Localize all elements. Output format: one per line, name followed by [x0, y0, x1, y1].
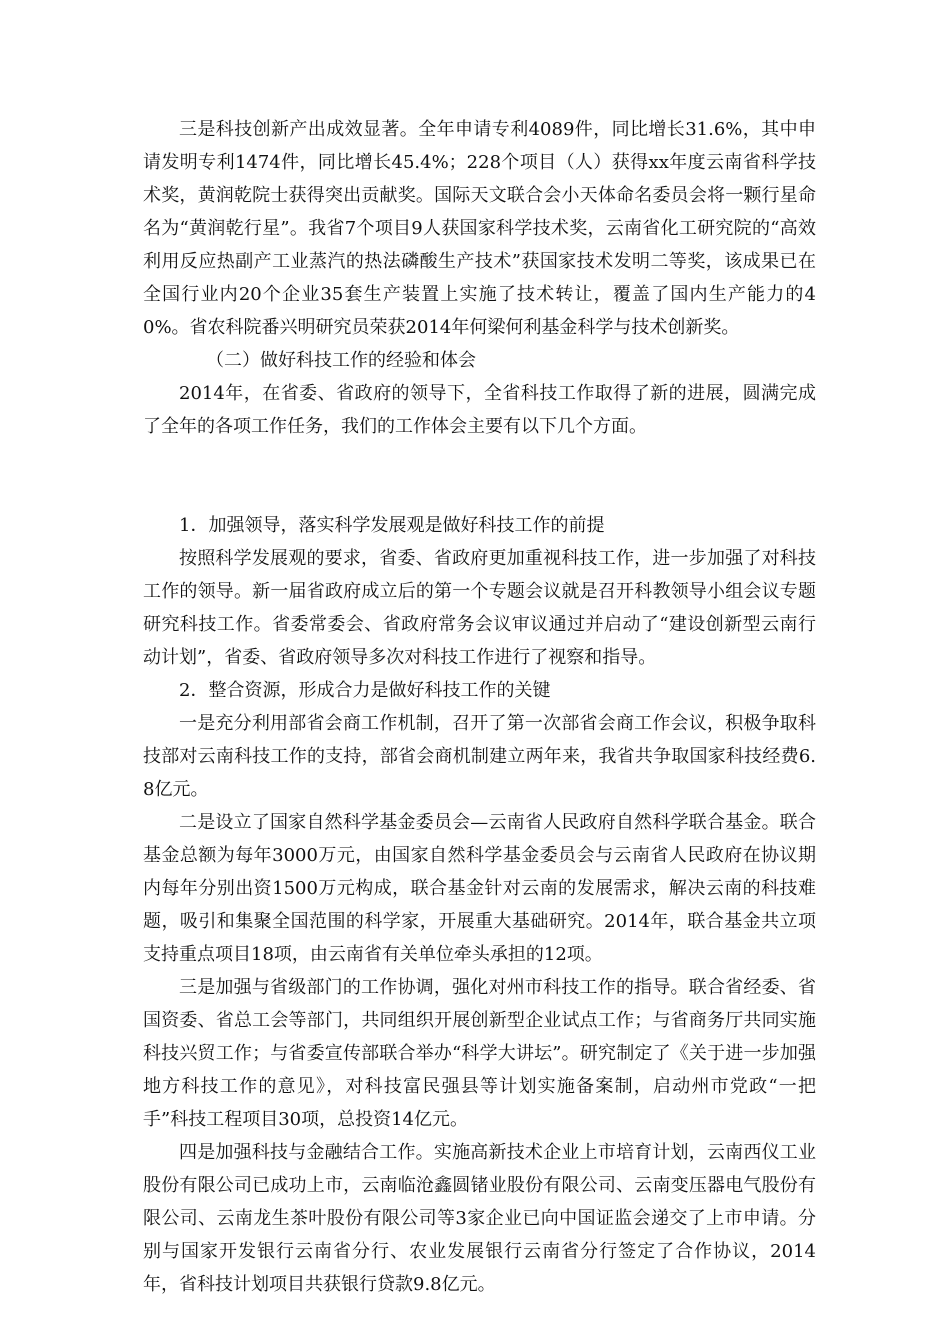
heading-integrate-resources: 2．整合资源，形成合力是做好科技工作的关键	[179, 680, 551, 701]
blank-gap	[143, 443, 816, 509]
paragraph-finance: 四是加强科技与金融结合工作。实施高新技术企业上市培育计划，云南西仪工业股份有限公司已成功上市，云南临沧鑫圆锗业股份有限公司、云南变压器电气股份有限公司、云南龙生茶叶股份有限公司等3家企业已向中国证监会递交了上市申请。分别与国家开发银行云南省分行、农业发展银行云南省分行签定了合作协议，2014年，省科技计划项目共获银行贷款9.8亿元。	[143, 1142, 816, 1295]
section-heading-experience: （二）做好科技工作的经验和体会	[206, 350, 476, 371]
paragraph-leadership: 按照科学发展观的要求，省委、省政府更加重视科技工作，进一步加强了对科技工作的领导。新一届省政府成立后的第一个专题会议就是召开科教领导小组会议专题研究科技工作。省委常委会、省政府常务会议审议通过并启动了“建设创新型云南行动计划”，省委、省政府领导多次对科技工作进行了视察和指导。	[143, 548, 816, 668]
document-page	[143, 113, 816, 1301]
paragraph-ministry-consultation: 一是充分利用部省会商工作机制，召开了第一次部省会商工作会议，积极争取科技部对云南科技工作的支持，部省会商机制建立两年来，我省共争取国家科技经费6.8亿元。	[143, 713, 816, 800]
paragraph-2014-summary: 2014年，在省委、省政府的领导下，全省科技工作取得了新的进展，圆满完成了全年的各项工作任务，我们的工作体会主要有以下几个方面。	[143, 383, 816, 437]
paragraph-department-coordination: 三是加强与省级部门的工作协调，强化对州市科技工作的指导。联合省经委、省国资委、省总工会等部门，共同组织开展创新型企业试点工作；与省商务厅共同实施科技兴贸工作；与省委宣传部联合举办“科学大讲坛”。研究制定了《关于进一步加强地方科技工作的意见》，对科技富民强县等计划实施备案制，启动州市党政“一把手”科技工程项目30项，总投资14亿元。	[143, 977, 816, 1130]
paragraph-joint-fund: 二是设立了国家自然科学基金委员会—云南省人民政府自然科学联合基金。联合基金总额为每年3000万元，由国家自然科学基金委员会与云南省人民政府在协议期内每年分别出资1500万元构成，联合基金针对云南的发展需求，解决云南的科技难题，吸引和集聚全国范围的科学家，开展重大基础研究。2014年，联合基金共立项支持重点项目18项，由云南省有关单位牵头承担的12项。	[143, 812, 816, 965]
paragraph-innovation-output: 三是科技创新产出成效显著。全年申请专利4089件，同比增长31.6%，其中申请发明专利1474件，同比增长45.4%；228个项目（人）获得xx年度云南省科学技术奖，黄润乾院士获得突出贡献奖。国际天文联合会小天体命名委员会将一颗行星命名为“黄润乾行星”。我省7个项目9人获国家科学技术奖，云南省化工研究院的“高效利用反应热副产工业蒸汽的热法磷酸生产技术”获国家技术发明二等奖，该成果已在全国行业内20个企业35套生产装置上实施了技术转让，覆盖了国内生产能力的40%。省农科院番兴明研究员荣获2014年何梁何利基金科学与技术创新奖。	[143, 119, 816, 338]
heading-leadership: 1．加强领导，落实科学发展观是做好科技工作的前提	[179, 515, 605, 536]
